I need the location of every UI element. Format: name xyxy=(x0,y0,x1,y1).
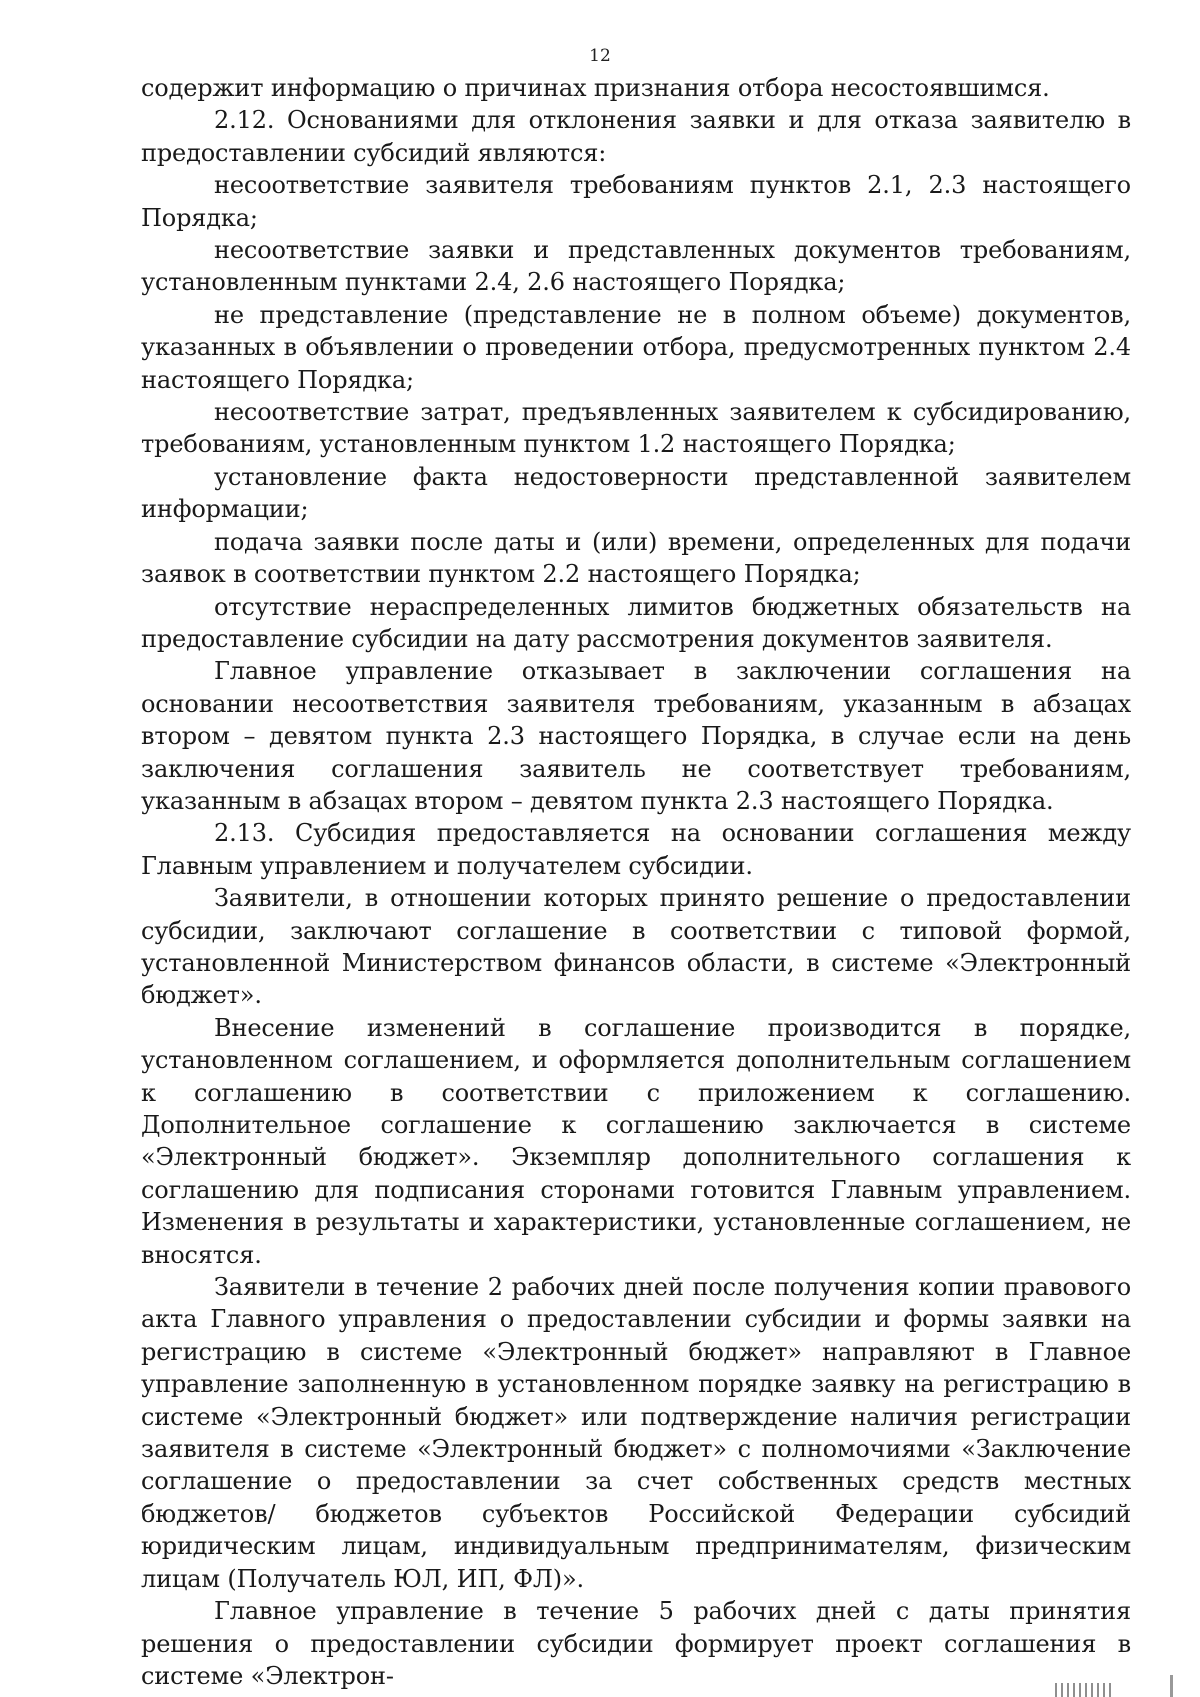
paragraph: несоответствие заявки и представленных документов требованиям, установленным пунктами 2.4, 2.6 настоящего Порядка; xyxy=(141,236,1131,297)
paragraph: не представление (представление не в полном объеме) документов, указанных в объявлении о проведении отбора, предусмотренных пунктом 2.4 настоящего Порядка; xyxy=(141,300,1131,394)
scan-edge-mark xyxy=(1170,1675,1173,1697)
paragraph: Главное управление отказывает в заключении соглашения на основании несоответствия заявителя требованиям, указанным в абзацах втором – девятом пункта 2.3 настоящего Порядка, в случае если на день заключения соглашения заявитель не соответствует требованиям, указанным в абзацах втором – девятом пункта 2.3 настоящего Порядка. xyxy=(141,657,1131,815)
paragraph: Главное управление в течение 5 рабочих дней с даты принятия решения о предоставлении субсидии формирует проект соглашения в системе «Электрон- xyxy=(141,1597,1131,1690)
paragraph: Заявители, в отношении которых принято решение о предоставлении субсидии, заключают соглашение в соответствии с типовой формой, установленной Министерством финансов области, в системе «Электронный бюджет». xyxy=(141,884,1131,1010)
paragraph: содержит информацию о причинах признания отбора несостоявшимся. xyxy=(141,74,1050,102)
paragraph: 2.12. Основаниями для отклонения заявки и для отказа заявителю в предоставлении субсидий являются: xyxy=(141,106,1131,167)
paragraph: несоответствие заявителя требованиям пунктов 2.1, 2.3 настоящего Порядка; xyxy=(141,171,1131,232)
document-body xyxy=(141,72,1131,1692)
paragraph: 2.13. Субсидия предоставляется на основании соглашения между Главным управлением и получателем субсидии. xyxy=(141,819,1131,880)
paragraph: отсутствие нераспределенных лимитов бюджетных обязательств на предоставление субсидии на дату рассмотрения документов заявителя. xyxy=(141,592,1131,653)
paragraph: установление факта недостоверности представленной заявителем информации; xyxy=(141,462,1131,524)
paragraph: несоответствие затрат, предъявленных заявителем к субсидированию, требованиям, установленным пунктом 1.2 настоящего Порядка; xyxy=(141,398,1131,459)
page-number: 12 xyxy=(589,46,611,66)
paragraph: Внесение изменений в соглашение производится в порядке, установленном соглашением, и оформляется дополнительным соглашением к соглашению в соответствии с приложением к соглашению. Дополнительное соглашение к соглашению заключается в системе «Электронный бюджет». Экземпляр дополнительного соглашения к соглашению для подписания сторонами готовится Главным управлением. Изменения в результаты и характеристики, установленные соглашением, не вносятся. xyxy=(141,1013,1131,1269)
paragraph: Заявители в течение 2 рабочих дней после получения копии правового акта Главного управления о предоставлении субсидии и формы заявки на регистрацию в системе «Электронный бюджет» направляют в Главное управление заполненную в установленном порядке заявку на регистрацию в системе «Электронный бюджет» или подтверждение наличия регистрации заявителя в системе «Электронный бюджет» с полномочиями «Заключение соглашение о предоставлении за счет собственных средств местных бюджетов/ бюджетов субъектов Российской Федерации субсидий юридическим лицам, индивидуальным предпринимателям, физическим лицам (Получатель ЮЛ, ИП, ФЛ)». xyxy=(141,1273,1131,1593)
paragraph: подача заявки после даты и (или) времени, определенных для подачи заявок в соответствии пунктом 2.2 настоящего Порядка; xyxy=(141,527,1131,589)
scan-edge-mark xyxy=(1055,1683,1115,1697)
